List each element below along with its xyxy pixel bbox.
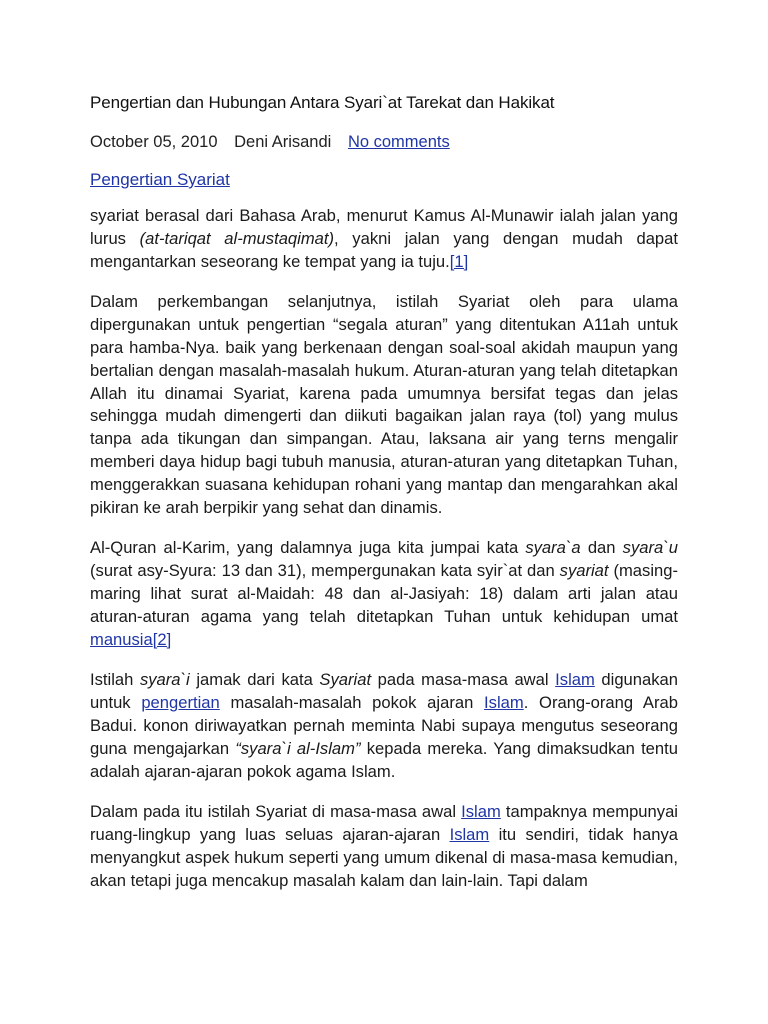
p4-italic-syarai: syara`i (139, 670, 190, 690)
footnote-ref-2[interactable]: [2] (152, 629, 172, 649)
p1-text-a: syariat berasal dari Bahasa Arab, menurut Kamus Al-Munawir ialah jalan yang lurus (90, 206, 678, 248)
link-pengertian[interactable]: pengertian (141, 693, 220, 713)
paragraph-1 (90, 205, 678, 273)
p5-text-b: tampaknya mempunyai ruang-lingkup yang luas seluas ajaran-ajaran (90, 802, 678, 845)
paragraph-2: Dalam perkembangan selanjutnya, istilah Syariat oleh para ulama dipergunakan untuk pengertian “segala aturan” yang ditentukan A11ah untuk para hamba-Nya. baik yang berkenaan dengan soal-soal akidah maupun yang bertalian dengan masalah-masalah hukum. Aturan-aturan yang telah ditetapkan Allah itu dinamai Syariat, karena pada umumnya bersifat tegas dan jelas sehingga mudah dimengerti dan diikuti bagaikan jalan raya (tol) yang mulus tanpa ada tikungan dan simpangan. Atau, laksana air yang terns mengalir memberi daya hidup bagi tubuh manusia, aturan-aturan yang ditetapkan Tuhan, menggerakkan suasana kehidupan rohani yang mantap dan mengarahkan akal pikiran ke arah berpikir yang sehat dan dinamis. (90, 292, 678, 517)
section-heading-link[interactable]: Pengertian Syariat (90, 170, 230, 189)
p3-text-g: (masing-maring lihat surat al-Maidah: 48 dan al-Jasiyah: 18) dalam arti jalan atau aturan-aturan agama yang telah ditetapkan Tuhan untuk kehidupan umat (90, 561, 678, 626)
footnote-ref-1[interactable]: [1] (449, 251, 469, 271)
p4-text-c: jamak dari kata (189, 670, 320, 690)
p5-text-c: itu sendiri, tidak hanya menyangkut aspek hukum seperti yang umum dikenal di masa-masa kemudian, akan tetapi juga mencakup masalah kalam dan lain-lain. Tapi dalam (90, 825, 678, 890)
link-islam-4[interactable]: Islam (449, 825, 490, 845)
p3-italic-syariat: syariat (559, 561, 609, 581)
link-islam-3[interactable]: Islam (461, 802, 501, 822)
paragraph-5 (90, 801, 678, 892)
p4-italic-syariat: Syariat (319, 670, 372, 690)
post-meta (90, 131, 678, 153)
p4-italic-quote: “syara`i al-Islam” (235, 738, 361, 758)
p4-text-a: Istilah (90, 670, 140, 690)
p1-italic-term: (at-tariqat al-mustaqimat) (139, 228, 335, 248)
p3-text-e: (surat asy-Syura: 13 dan 31), mempergunakan kata syir`at dan (90, 561, 560, 581)
post-author: Deni Arisandi (234, 133, 332, 151)
article-title: Pengertian dan Hubungan Antara Syari`at Tarekat dan Hakikat (90, 93, 555, 112)
paragraph-4 (90, 669, 678, 783)
paragraph-3 (90, 537, 678, 651)
link-manusia[interactable]: manusia (90, 629, 153, 649)
link-islam-2[interactable]: Islam (484, 693, 524, 713)
p3-italic-syaraa: syara`a (525, 538, 581, 558)
p4-text-g: masalah-masalah pokok ajaran (219, 693, 485, 713)
p5-text-a: Dalam pada itu istilah Syariat di masa-masa awal (90, 802, 462, 822)
p1-text-c: , yakni jalan yang dengan mudah dapat mengantarkan seseorang ke tempat yang ia tuju. (90, 228, 678, 271)
section-heading (90, 169, 678, 191)
p4-text-e: pada masa-masa awal (371, 670, 556, 690)
p4-text-j: kepada mereka. Yang dimaksudkan tentu adalah ajaran-ajaran pokok agama Islam. (90, 738, 678, 781)
p3-text-a: Al-Quran al-Karim, yang dalamnya juga kita jumpai kata (90, 538, 526, 558)
comments-link[interactable]: No comments (347, 133, 450, 151)
link-islam-1[interactable]: Islam (555, 670, 595, 690)
p3-text-c: dan (580, 538, 623, 558)
post-date: October 05, 2010 (90, 133, 218, 151)
p3-italic-syarau: syara`u (622, 538, 678, 558)
p4-text-h: . Orang-orang Arab Badui. konon diriwayatkan pernah meminta Nabi supaya mengutus seseorang guna mengajarkan (90, 693, 678, 758)
p4-text-f: digunakan untuk (90, 670, 679, 713)
article-body (90, 92, 678, 893)
